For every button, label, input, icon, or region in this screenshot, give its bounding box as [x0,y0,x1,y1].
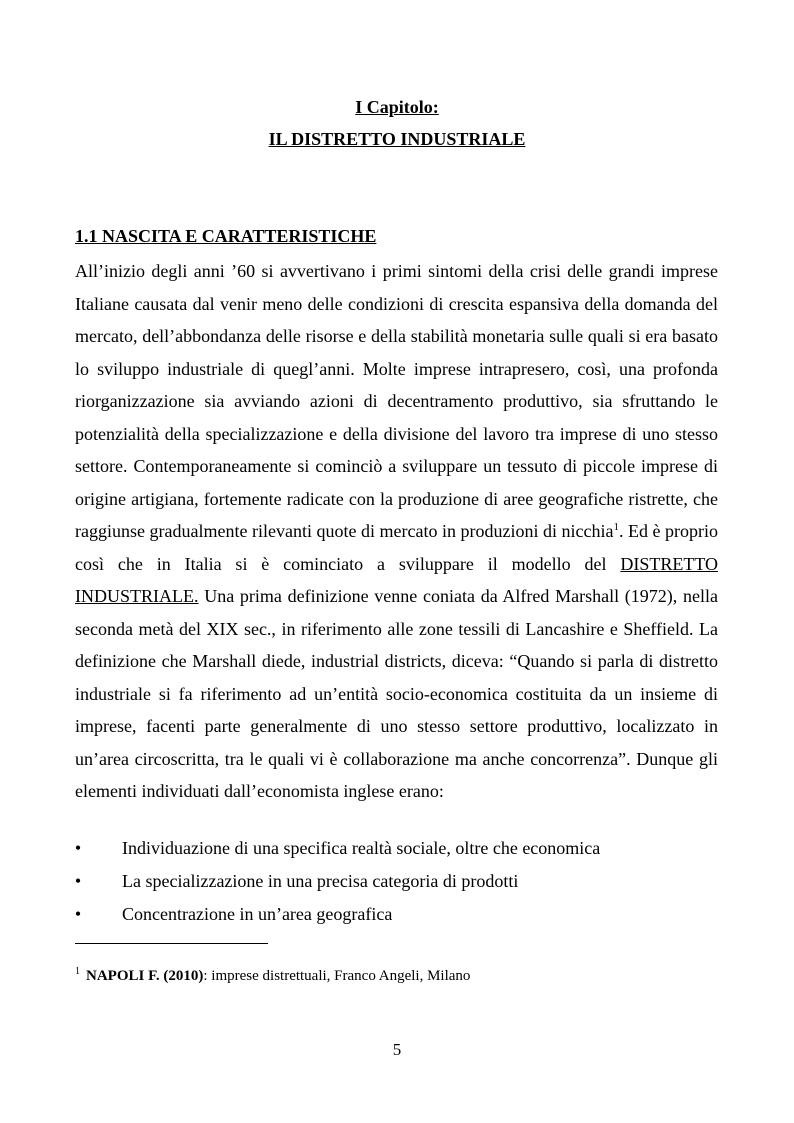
bullet-icon: • [74,904,82,924]
chapter-title: IL DISTRETTO INDUSTRIALE [268,129,526,149]
page-number: 5 [392,1040,402,1059]
body-text-part2: . Ed è proprio così che in Italia si è cominciato a sviluppare il modello del [75,521,718,574]
list-item-text: Concentrazione in un’area geografica [122,904,393,924]
footnote-divider [75,943,268,944]
footnote [75,966,470,986]
list-item-text: Individuazione di una specifica realtà sociale, oltre che economica [122,838,601,858]
list-item [75,867,718,900]
footnote-number: 1 [75,966,80,977]
bullet-icon: • [74,838,82,858]
section-title: 1.1 NASCITA E CARATTERISTICHE [75,226,377,246]
body-paragraph [75,255,718,808]
footnote-author: NAPOLI F. (2010) [86,968,204,984]
list-item-text: La specializzazione in una precisa categoria di prodotti [122,871,519,891]
body-text-part1: All’inizio degli anni ’60 si avvertivano i primi sintomi della crisi delle grandi imprese Italiane causata dal venir meno delle condizioni di crescita espansiva della domanda del mercato, dell’abbondanza delle risorse e della stabilità monetaria sulle quali si era basato lo sviluppo industriale di quegl’anni. Molte imprese intrapresero, così, una profonda riorganizzazione sia avviando azioni di decentramento produttivo, sia sfruttando le potenzialità della specializzazione e della divisione del lavoro tra imprese di uno stesso settore. Contemporaneamente si cominciò a sviluppare un tessuto di piccole imprese di origine artigiana, fortemente radicate con la produzione di aree geografiche ristrette, che raggiunse gradualmente rilevanti quote di mercato in produzioni di nicchia [75,261,718,541]
footnote-reference: 1 [613,521,619,533]
list-item [75,900,718,933]
bullet-icon: • [74,871,82,891]
bullet-list [75,834,718,933]
footnote-text: : imprese distrettuali, Franco Angeli, Milano [203,968,471,984]
list-item [75,834,718,867]
body-text-part3: Una prima definizione venne coniata da Alfred Marshall (1972), nella seconda metà del XIX sec., in riferimento alle zone tessili di Lancashire e Sheffield. La definizione che Marshall diede, industrial districts, diceva: “Quando si parla di distretto industriale si fa riferimento ad un’entità socio-economica costituita da un insieme di imprese, facenti parte generalmente di uno stesso settore produttivo, localizzato in un’area circoscritta, tra le quali vi è collaborazione ma anche concorrenza”. Dunque gli elementi individuati dall’economista inglese erano: [75,586,718,801]
distretto-industriale-highlight: DISTRETTO INDUSTRIALE. [75,553,718,606]
chapter-label: I Capitolo: [355,97,439,117]
